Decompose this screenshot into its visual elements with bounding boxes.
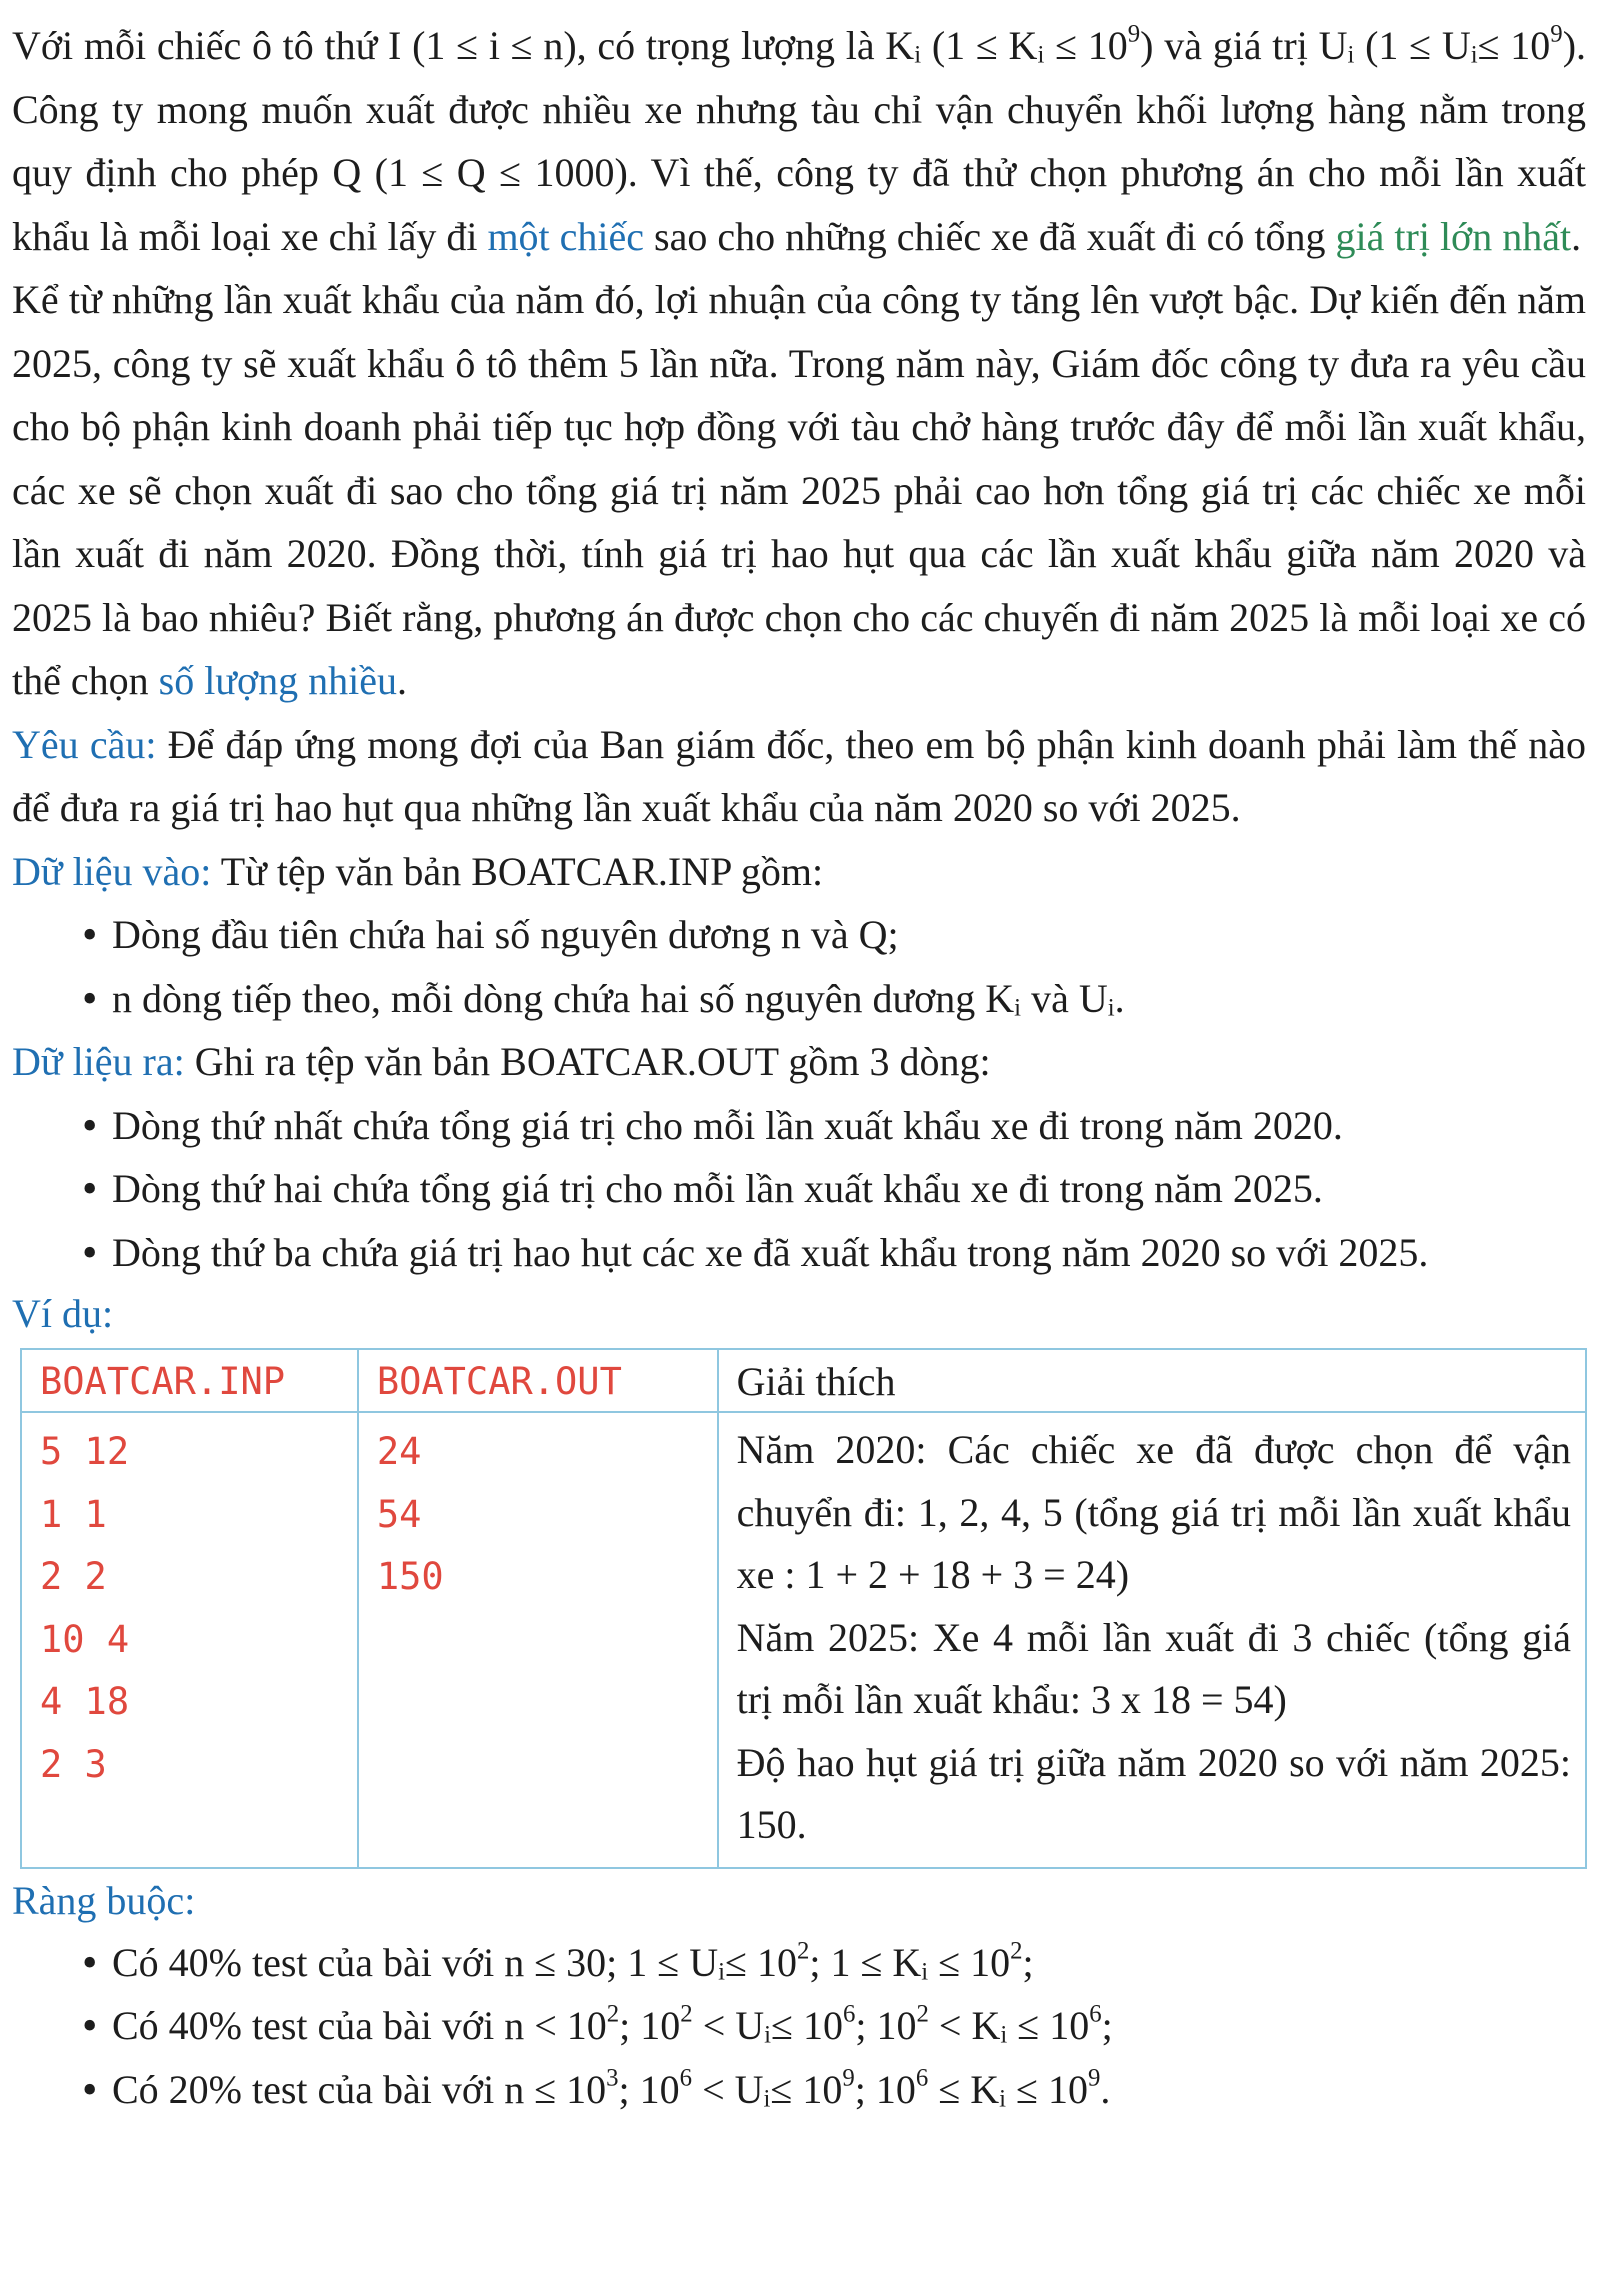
example-table (20, 1348, 1587, 1869)
text: . (397, 658, 408, 703)
text: . (1571, 213, 1582, 259)
subscript: i (763, 2085, 771, 2113)
text: ; (1101, 2003, 1113, 2048)
input-text: Từ tệp văn bản BOATCAR.INP gồm: (211, 848, 824, 894)
text: Dòng thứ nhất chứa tổng giá trị cho mỗi lần xuất khẩu xe đi trong năm 2020. (112, 1102, 1343, 1148)
text: ≤ 10 (1007, 2003, 1090, 2048)
superscript: 6 (679, 2064, 693, 2092)
text: ; 1 ≤ K (809, 1939, 922, 1985)
subscript: i (1000, 2021, 1008, 2049)
header-inp: BOATCAR.INP (21, 1349, 358, 1412)
table-row (21, 1412, 1586, 1868)
text: Có 40% test của bài với n ≤ 30; 1 ≤ U (112, 1939, 719, 1985)
subscript: i (718, 1958, 725, 1986)
input-heading (12, 840, 1586, 904)
text: . (1100, 2066, 1111, 2112)
subscript: i (764, 2021, 772, 2049)
subscript: i (914, 41, 922, 69)
superscript: 2 (796, 1937, 810, 1965)
output-heading (12, 1030, 1586, 1094)
inp-line: 2 3 (40, 1742, 107, 1786)
header-out: BOATCAR.OUT (358, 1349, 718, 1412)
text: ≤ 10 (1006, 2066, 1088, 2112)
text: < U (692, 2003, 765, 2048)
out-line: 54 (376, 1492, 422, 1536)
output-label: Dữ liệu ra: (12, 1039, 185, 1084)
subscript: i (1037, 41, 1045, 69)
superscript: 9 (1127, 20, 1141, 48)
superscript: 9 (1088, 2064, 1101, 2092)
inp-line: 10 4 (40, 1617, 130, 1661)
highlight-one-car: một chiếc (487, 213, 645, 259)
superscript: 9 (842, 2064, 855, 2092)
header-explanation: Giải thích (718, 1349, 1586, 1412)
superscript: 2 (1010, 1937, 1023, 1965)
text: ; 10 (618, 2066, 680, 2112)
text: ). Công ty mong muốn xuất được nhiều xe nhưng tàu chỉ vận chuyển khối lượng hàng nằm trong quy định cho phép Q (1 ≤ Q ≤ 1000). Vì thế, công ty đã thử chọn phương án cho mỗi lần xuất khẩu là mỗi loại xe chỉ lấy đi (12, 23, 1587, 259)
requirement-label: Yêu cầu: (12, 721, 157, 767)
superscript: 6 (915, 2064, 929, 2092)
subscript: i (1347, 41, 1355, 69)
table-header-row (21, 1349, 1586, 1412)
out-cell (358, 1412, 718, 1868)
text: ≤ 10 (928, 1939, 1011, 1985)
list-item (82, 2058, 1586, 2122)
explanation-cell (718, 1412, 1586, 1868)
text: Dòng thứ ba chứa giá trị hao hụt các xe đã xuất khẩu trong năm 2020 so với 2025. (112, 1229, 1429, 1275)
list-item (82, 967, 1586, 1031)
text: < K (928, 2003, 1001, 2048)
superscript: 9 (1550, 20, 1563, 48)
out-line: 24 (376, 1430, 422, 1473)
example-label: Ví dụ: (12, 1291, 114, 1336)
superscript: 6 (1089, 2000, 1102, 2028)
constraints-label: Ràng buộc: (12, 1877, 196, 1923)
explanation-line: Độ hao hụt giá trị giữa năm 2020 so với năm 2025: 150. (736, 1739, 1571, 1847)
text: n dòng tiếp theo, mỗi dòng chứa hai số nguyên dương K (112, 975, 1015, 1021)
requirement-text: Để đáp ứng mong đợi của Ban giám đốc, theo em bộ phận kinh doanh phải làm thế nào để đưa ra giá trị hao hụt qua những lần xuất khẩu của năm 2020 so với 2025. (12, 721, 1586, 830)
text: Có 40% test của bài với n < 10 (112, 2003, 607, 2048)
out-line: 150 (376, 1555, 444, 1598)
text: sao cho những chiếc xe đã xuất đi có tổng (644, 213, 1336, 259)
output-text: Ghi ra tệp văn bản BOATCAR.OUT gồm 3 dòng: (184, 1039, 991, 1084)
superscript: 2 (680, 2000, 693, 2028)
text: ; 10 (855, 2003, 917, 2048)
superscript: 2 (916, 2000, 929, 2028)
text: ; (1022, 1939, 1034, 1985)
text: và U (1021, 975, 1108, 1021)
list-item (82, 1931, 1586, 1995)
inp-cell (21, 1412, 358, 1868)
list-item (82, 1994, 1586, 2058)
intro-paragraph-2 (12, 268, 1586, 713)
output-list (12, 1094, 1586, 1285)
text: Có 20% test của bài với n ≤ 10 (112, 2066, 607, 2112)
text: ; 10 (619, 2003, 681, 2048)
text: ; 10 (854, 2066, 916, 2112)
superscript: 3 (606, 2064, 619, 2092)
subscript: i (999, 2085, 1007, 2113)
input-label: Dữ liệu vào: (12, 848, 212, 894)
subscript: i (1107, 994, 1115, 1022)
explanation-line: Năm 2020: Các chiếc xe đã được chọn để vận chuyển đi: 1, 2, 4, 5 (tổng giá trị mỗi lần xuất khẩu xe : 1 + 2 + 18 + 3 = 24) (736, 1427, 1571, 1597)
text: . (1114, 975, 1125, 1021)
input-list (12, 903, 1586, 1030)
subscript: i (921, 1958, 929, 1986)
subscript: i (1470, 41, 1478, 69)
text: Dòng đầu tiên chứa hai số nguyên dương n và Q; (112, 912, 899, 957)
text: Dòng thứ hai chứa tổng giá trị cho mỗi lần xuất khẩu xe đi trong năm 2025. (112, 1166, 1323, 1211)
highlight-many: số lượng nhiều (158, 658, 398, 703)
list-item (82, 1221, 1586, 1285)
inp-line: 4 18 (40, 1680, 130, 1723)
intro-paragraph-1 (12, 14, 1586, 268)
list-item (82, 903, 1586, 967)
text: ≤ 10 (771, 2003, 843, 2048)
inp-line: 1 1 (40, 1492, 107, 1536)
inp-line: 5 12 (40, 1430, 130, 1473)
list-item (82, 1157, 1586, 1221)
text: Với mỗi chiếc ô tô thứ I (1 ≤ i ≤ n), có trọng lượng là K (12, 23, 915, 68)
constraints-list (12, 1931, 1586, 2122)
text: ≤ 10 (1044, 23, 1128, 68)
text: (1 ≤ U (1354, 23, 1471, 68)
text: ≤ 10 (770, 2066, 843, 2112)
requirement-paragraph (12, 713, 1586, 840)
text: < U (692, 2066, 764, 2112)
superscript: 2 (606, 2000, 620, 2028)
text: ≤ K (928, 2066, 1000, 2112)
text: ) và giá trị U (1140, 23, 1348, 68)
inp-line: 2 2 (40, 1555, 107, 1598)
explanation-line: Năm 2025: Xe 4 mỗi lần xuất đi 3 chiếc (tổng giá trị mỗi lần xuất khẩu: 3 x 18 = 54) (736, 1614, 1571, 1722)
text: (1 ≤ K (921, 23, 1038, 68)
superscript: 6 (842, 2000, 856, 2028)
text: ≤ 10 (724, 1939, 797, 1985)
subscript: i (1014, 994, 1022, 1022)
list-item (82, 1094, 1586, 1158)
text: ≤ 10 (1477, 23, 1551, 68)
highlight-max-value: giá trị lớn nhất (1335, 213, 1572, 259)
text: Kể từ những lần xuất khẩu của năm đó, lợi nhuận của công ty tăng lên vượt bậc. Dự kiến đến năm 2025, công ty sẽ xuất khẩu ô tô thêm 5 lần nữa. Trong năm này, Giám đốc công ty đưa ra yêu cầu cho bộ phận kinh doanh phải tiếp tục hợp đồng với tàu chở hàng trước đây để mỗi lần xuất khẩu, các xe sẽ chọn xuất đi sao cho tổng giá trị năm 2025 phải cao hơn tổng giá trị các chiếc xe mỗi lần xuất đi năm 2020. Đồng thời, tính giá trị hao hụt qua các lần xuất khẩu giữa năm 2020 và 2025 là bao nhiêu? Biết rằng, phương án được chọn cho các chuyến đi năm 2025 là mỗi loại xe có thể chọn (12, 277, 1586, 703)
